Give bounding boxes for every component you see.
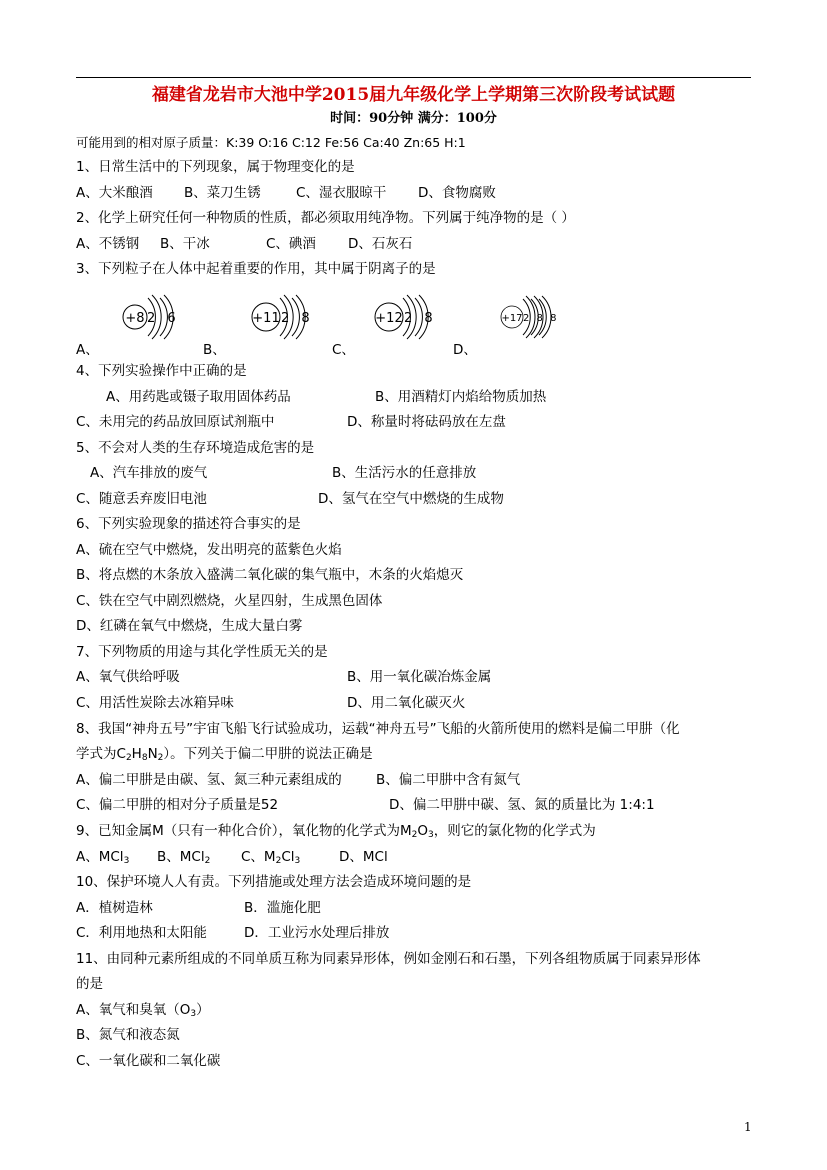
q6-option-c: C、铁在空气中剧烈燃烧，火星四射，生成黑色固体 — [76, 593, 383, 609]
q7-stem: 7、下列物质的用途与其化学性质无关的是 — [76, 644, 328, 660]
atom-diagram-c — [369, 290, 439, 345]
q8-option-b: B、偏二甲肼中含有氮气 — [376, 772, 521, 788]
page-title: 福建省龙岩市大池中学2015届九年级化学上学期第三次阶段考试试题 — [151, 85, 676, 105]
q4-stem: 4、下列实验操作中正确的是 — [76, 363, 247, 379]
q11-option-c: C、一氧化碳和二氧化碳 — [76, 1053, 221, 1069]
q9-option-b: B、MCl$_2$ — [157, 849, 211, 866]
q4-option-a: A、用药匙或镊子取用固体药品 — [106, 389, 291, 405]
q4-option-d: D、称量时将砝码放在左盘 — [347, 414, 506, 430]
atomic-mass-note: 可能用到的相对原子质量：K:39 O:16 C:12 Fe:56 Ca:40 Zn:65 H:1 — [76, 135, 466, 150]
q1-option-c: C、湿衣服晾干 — [296, 185, 387, 201]
q1-option-a: A、大米酿酒 — [76, 185, 153, 201]
atom-b-shells: 2 8 — [281, 311, 314, 326]
q6-option-d: D、红磷在氧气中燃烧，生成大量白雾 — [76, 618, 303, 634]
q6-option-a: A、硫在空气中燃烧，发出明亮的蓝紫色火焰 — [76, 542, 342, 558]
q9-option-c: C、$M_2Cl_3$ — [241, 849, 301, 866]
q7-option-d: D、用二氧化碳灭火 — [347, 695, 466, 711]
q10-stem: 10、保护环境人人有责。下列措施或处理方法会造成环境问题的是 — [76, 874, 472, 890]
q3-option-b: B、 — [203, 342, 226, 358]
q9-option-a: A、MCl$_3$ — [76, 849, 130, 866]
atom-c-shells: 2 8 — [404, 311, 437, 326]
q10-option-c: C．利用地热和太阳能 — [76, 925, 207, 941]
q4-option-b: B、用酒精灯内焰给物质加热 — [375, 389, 547, 405]
atom-d-shells: 2 8 8 — [523, 313, 559, 324]
atom-a-nucleus: +8 — [125, 311, 145, 326]
q6-option-b: B、将点燃的木条放入盛满二氧化碳的集气瓶中，木条的火焰熄灭 — [76, 567, 464, 583]
header-rule — [76, 77, 751, 78]
q8-stem-line2: 学式为$C_2H_8N_2$）。下列关于偏二甲肼的说法正确是 — [76, 746, 373, 763]
q10-option-a: A．植树造林 — [76, 900, 153, 916]
atom-diagram-b — [246, 290, 316, 345]
q5-option-a: A、汽车排放的废气 — [90, 465, 208, 481]
q3-option-a: A、 — [76, 342, 99, 358]
q4-option-c: C、未用完的药品放回原试剂瓶中 — [76, 414, 275, 430]
page-number: 1 — [744, 1120, 752, 1134]
q2-option-b: B、干冰 — [160, 236, 210, 252]
q5-option-b: B、生活污水的任意排放 — [332, 465, 477, 481]
q3-option-d: D、 — [453, 342, 477, 358]
atom-b-nucleus: +11 — [252, 311, 280, 326]
q1-stem: 1、日常生活中的下列现象，属于物理变化的是 — [76, 159, 355, 175]
q1-option-d: D、食物腐败 — [418, 185, 496, 201]
q7-option-b: B、用一氧化碳冶炼金属 — [347, 669, 492, 685]
q9-stem: 9、已知金属M（只有一种化合价），氧化物的化学式为$M_2O_3$，则它的氯化物的化学式为 — [76, 823, 596, 840]
atom-d-nucleus: +17 — [501, 313, 523, 324]
q6-stem: 6、下列实验现象的描述符合事实的是 — [76, 516, 301, 532]
q9-option-d: D、MCl — [339, 849, 388, 865]
q2-option-a: A、不锈钢 — [76, 236, 140, 252]
q10-option-d: D．工业污水处理后排放 — [244, 925, 390, 941]
q5-option-c: C、随意丢弃废旧电池 — [76, 491, 207, 507]
q3-stem: 3、下列粒子在人体中起着重要的作用，其中属于阴离子的是 — [76, 261, 436, 277]
q7-option-a: A、氧气供给呼吸 — [76, 669, 180, 685]
q2-option-c: C、碘酒 — [266, 236, 316, 252]
atom-c-nucleus: +12 — [375, 311, 403, 326]
q1-option-b: B、菜刀生锈 — [184, 185, 261, 201]
q10-option-b: B．滥施化肥 — [244, 900, 321, 916]
q11-stem-line2: 的是 — [76, 976, 103, 992]
q5-stem: 5、不会对人类的生存环境造成危害的是 — [76, 440, 315, 456]
exam-info: 时间：90分钟 满分：100分 — [330, 111, 497, 126]
q8-option-a: A、偏二甲肼是由碳、氢、氮三种元素组成的 — [76, 772, 342, 788]
q8-formula: $C_2H_8N_2$ — [116, 746, 164, 763]
q8-option-c: C、偏二甲肼的相对分子质量是52 — [76, 797, 279, 813]
q8-stem-line1: 8、我国“神舟五号”宇宙飞船飞行试验成功，运载“神舟五号”飞船的火箭所使用的燃料是偏二甲肼（化 — [76, 721, 680, 737]
q11-option-b: B、氮气和液态氮 — [76, 1027, 180, 1043]
q5-option-d: D、氢气在空气中燃烧的生成物 — [318, 491, 504, 507]
atom-a-shells: 2 6 — [147, 311, 180, 326]
atom-diagram-a — [118, 290, 188, 345]
q2-stem: 2、化学上研究任何一种物质的性质，都必须取用纯净物。下列属于纯净物的是（ ） — [76, 210, 575, 226]
q11-stem-line1: 11、由同种元素所组成的不同单质互称为同素异形体，例如金刚石和石墨，下列各组物质属于同素异形体 — [76, 951, 701, 967]
q8-option-d: D、偏二甲肼中碳、氢、氮的质量比为 1:4:1 — [389, 797, 655, 813]
q2-option-d: D、石灰石 — [348, 236, 413, 252]
q11-option-a: A、氧气和臭氧$(O_3)$ — [76, 1002, 210, 1019]
atom-diagram-d — [496, 290, 566, 345]
q3-option-c: C、 — [332, 342, 355, 358]
q7-option-c: C、用活性炭除去冰箱异味 — [76, 695, 234, 711]
